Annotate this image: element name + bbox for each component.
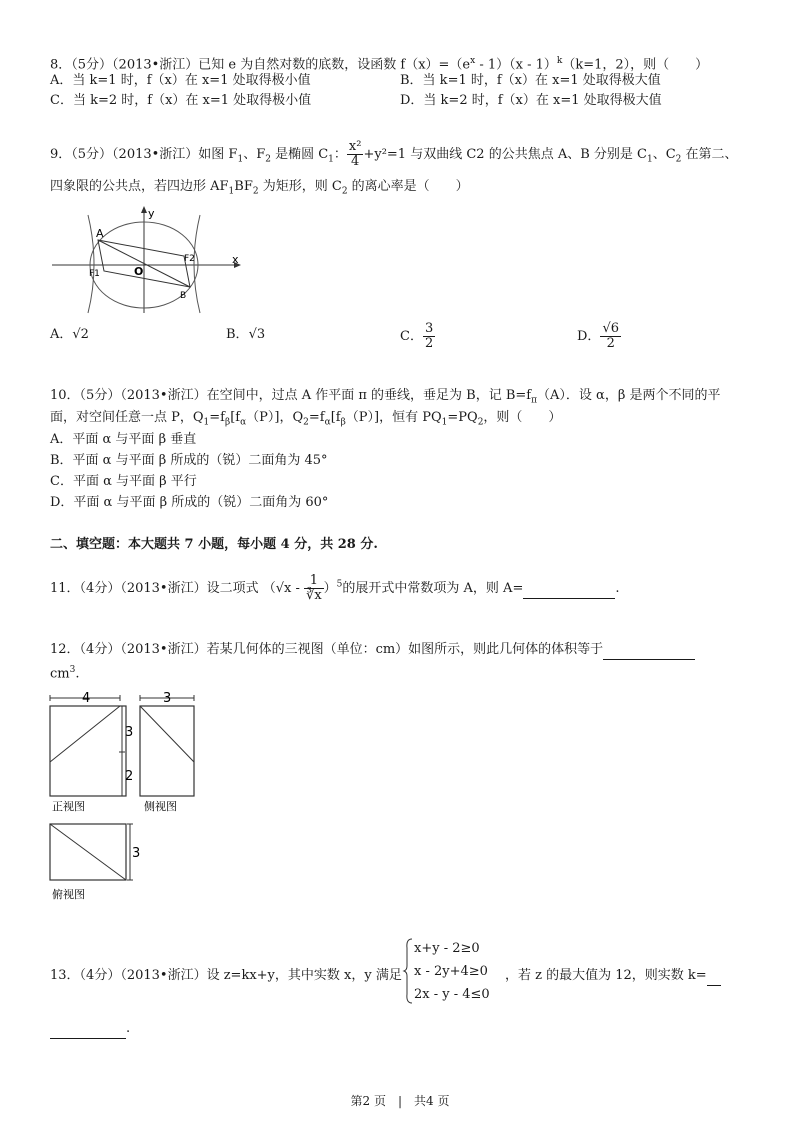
q9-fig-f1-label: F1 xyxy=(89,269,100,279)
q9-ellipse-figure xyxy=(48,205,248,315)
q13-brace xyxy=(404,938,414,1004)
q8-option-d: D．当 k=2 时，f（x）在 x=1 处取得极大值 xyxy=(400,93,662,108)
q9-option-d: D． $\frac{√6}{2}$ xyxy=(577,321,619,351)
q9-fig-a-label: A xyxy=(96,227,104,240)
q13-stem-end: ，若 z 的最大值为 12，则实数 k= xyxy=(505,967,721,986)
q9-option-c: C． $\frac{3}{2}$ xyxy=(400,321,434,351)
q10-option-a: A．平面 α 与平面 β 垂直 xyxy=(50,432,197,447)
q11-stem: 11．（4分）（2013•浙江）设二项式 （√x - $\frac{1}{∛x}$ ）$^5$的展开式中常数项为 A，则 A= . xyxy=(50,573,620,603)
q12-front-top-dim: 4 xyxy=(82,691,91,706)
q10-option-d: D．平面 α 与平面 β 所成的（锐）二面角为 60° xyxy=(50,495,329,510)
q9-fig-f2-label: F2 xyxy=(184,254,195,264)
q9-option-b: B．√3 xyxy=(226,327,266,342)
q12-plan-view-label: 俯视图 xyxy=(52,888,85,901)
q12-dim-3: 3 xyxy=(125,725,134,740)
q12-answer-blank[interactable] xyxy=(603,641,695,660)
q13-inequality-2: x - 2y+4≥0 xyxy=(414,964,488,979)
q10-stem: 10．（5分）（2013•浙江）在空间中，过点 A 作平面 π 的垂线，垂足为 B，记 $B=f_\pi(A)$．设 α，β 是两个不同的平 xyxy=(50,388,721,406)
q12-dim-2: 2 xyxy=(125,769,134,784)
q9-stem: 9．（5分）（2013•浙江）如图 $F_1$、$F_2$ 是椭圆 $C_1$： $\frac{\text{x²}}{4}$ +y²=1 与双曲线 C2 的公共焦点 A、B 分别是 $C_1$、$C_2$ 在第二、 xyxy=(50,139,738,169)
q8-option-c: C．当 k=2 时，f（x）在 x=1 处取得极小值 xyxy=(50,93,312,108)
q9-fig-y-label: y xyxy=(148,207,155,220)
q10-option-c: C．平面 α 与平面 β 平行 xyxy=(50,474,197,489)
q12-three-views-figure xyxy=(44,692,204,917)
q13-inequality-3: 2x - y - 4≤0 xyxy=(414,987,490,1002)
q13-inequality-1: x+y - 2≥0 xyxy=(414,941,480,956)
section-2-heading: 二、填空题：本大题共 7 小题，每小题 4 分，共 28 分. xyxy=(50,537,378,552)
q9-fig-b-label: B xyxy=(180,291,187,301)
q8-option-a: A．当 k=1 时，f（x）在 x=1 处取得极小值 xyxy=(50,73,311,88)
q9-stem-line2: 四象限的公共点，若四边形 $AF_1BF_2$ 为矩形，则 $C_2$ 的离心率是（ ） xyxy=(50,179,469,197)
q13-stem-line2: . xyxy=(50,1020,130,1039)
q12-stem-line2: $cm^3$. xyxy=(50,665,80,682)
ellipse-fraction: $\frac{\text{x²}}{4}$ xyxy=(348,139,362,169)
q13-answer-blank-part1[interactable] xyxy=(707,967,721,986)
q11-answer-blank[interactable] xyxy=(523,580,615,599)
q8-stem: 8．（5分）（2013•浙江）已知 e 为自然对数的底数，设函数 $f(x)=(e^x - 1)(x - 1)^k(k=1$，2），则（ ） xyxy=(50,56,709,73)
q8-option-b: B．当 k=1 时，f（x）在 x=1 处取得极大值 xyxy=(400,73,661,88)
q9-option-a: A．√2 xyxy=(50,327,89,342)
q10-option-b: B．平面 α 与平面 β 所成的（锐）二面角为 45° xyxy=(50,453,328,468)
q9-fig-o-label: O xyxy=(134,265,144,278)
q12-side-view-label: 侧视图 xyxy=(144,800,177,813)
q12-front-view-label: 正视图 xyxy=(52,800,85,813)
q9-fig-x-label: x xyxy=(232,253,239,266)
q10-stem-line2: 面，对空间任意一点 P，$Q_1=f_\beta[f_\alpha(P)]$，$Q_2=f_\alpha[f_\beta(P)]$，恒有 $PQ_1=PQ_2$，则（ ） xyxy=(50,410,562,428)
q12-stem: 12．（4分）（2013•浙江）若某几何体的三视图（单位：cm）如图所示，则此几何体的体积等于 xyxy=(50,641,695,660)
q13-answer-blank-part2[interactable] xyxy=(50,1020,126,1039)
q12-plan-dim: 3 xyxy=(132,846,141,861)
q13-stem: 13．（4分）（2013•浙江）设 z=kx+y，其中实数 x，y 满足 xyxy=(50,968,402,983)
page-footer: 第2 页 | 共4 页 xyxy=(350,1094,450,1108)
q12-side-top-dim: 3 xyxy=(163,691,172,706)
